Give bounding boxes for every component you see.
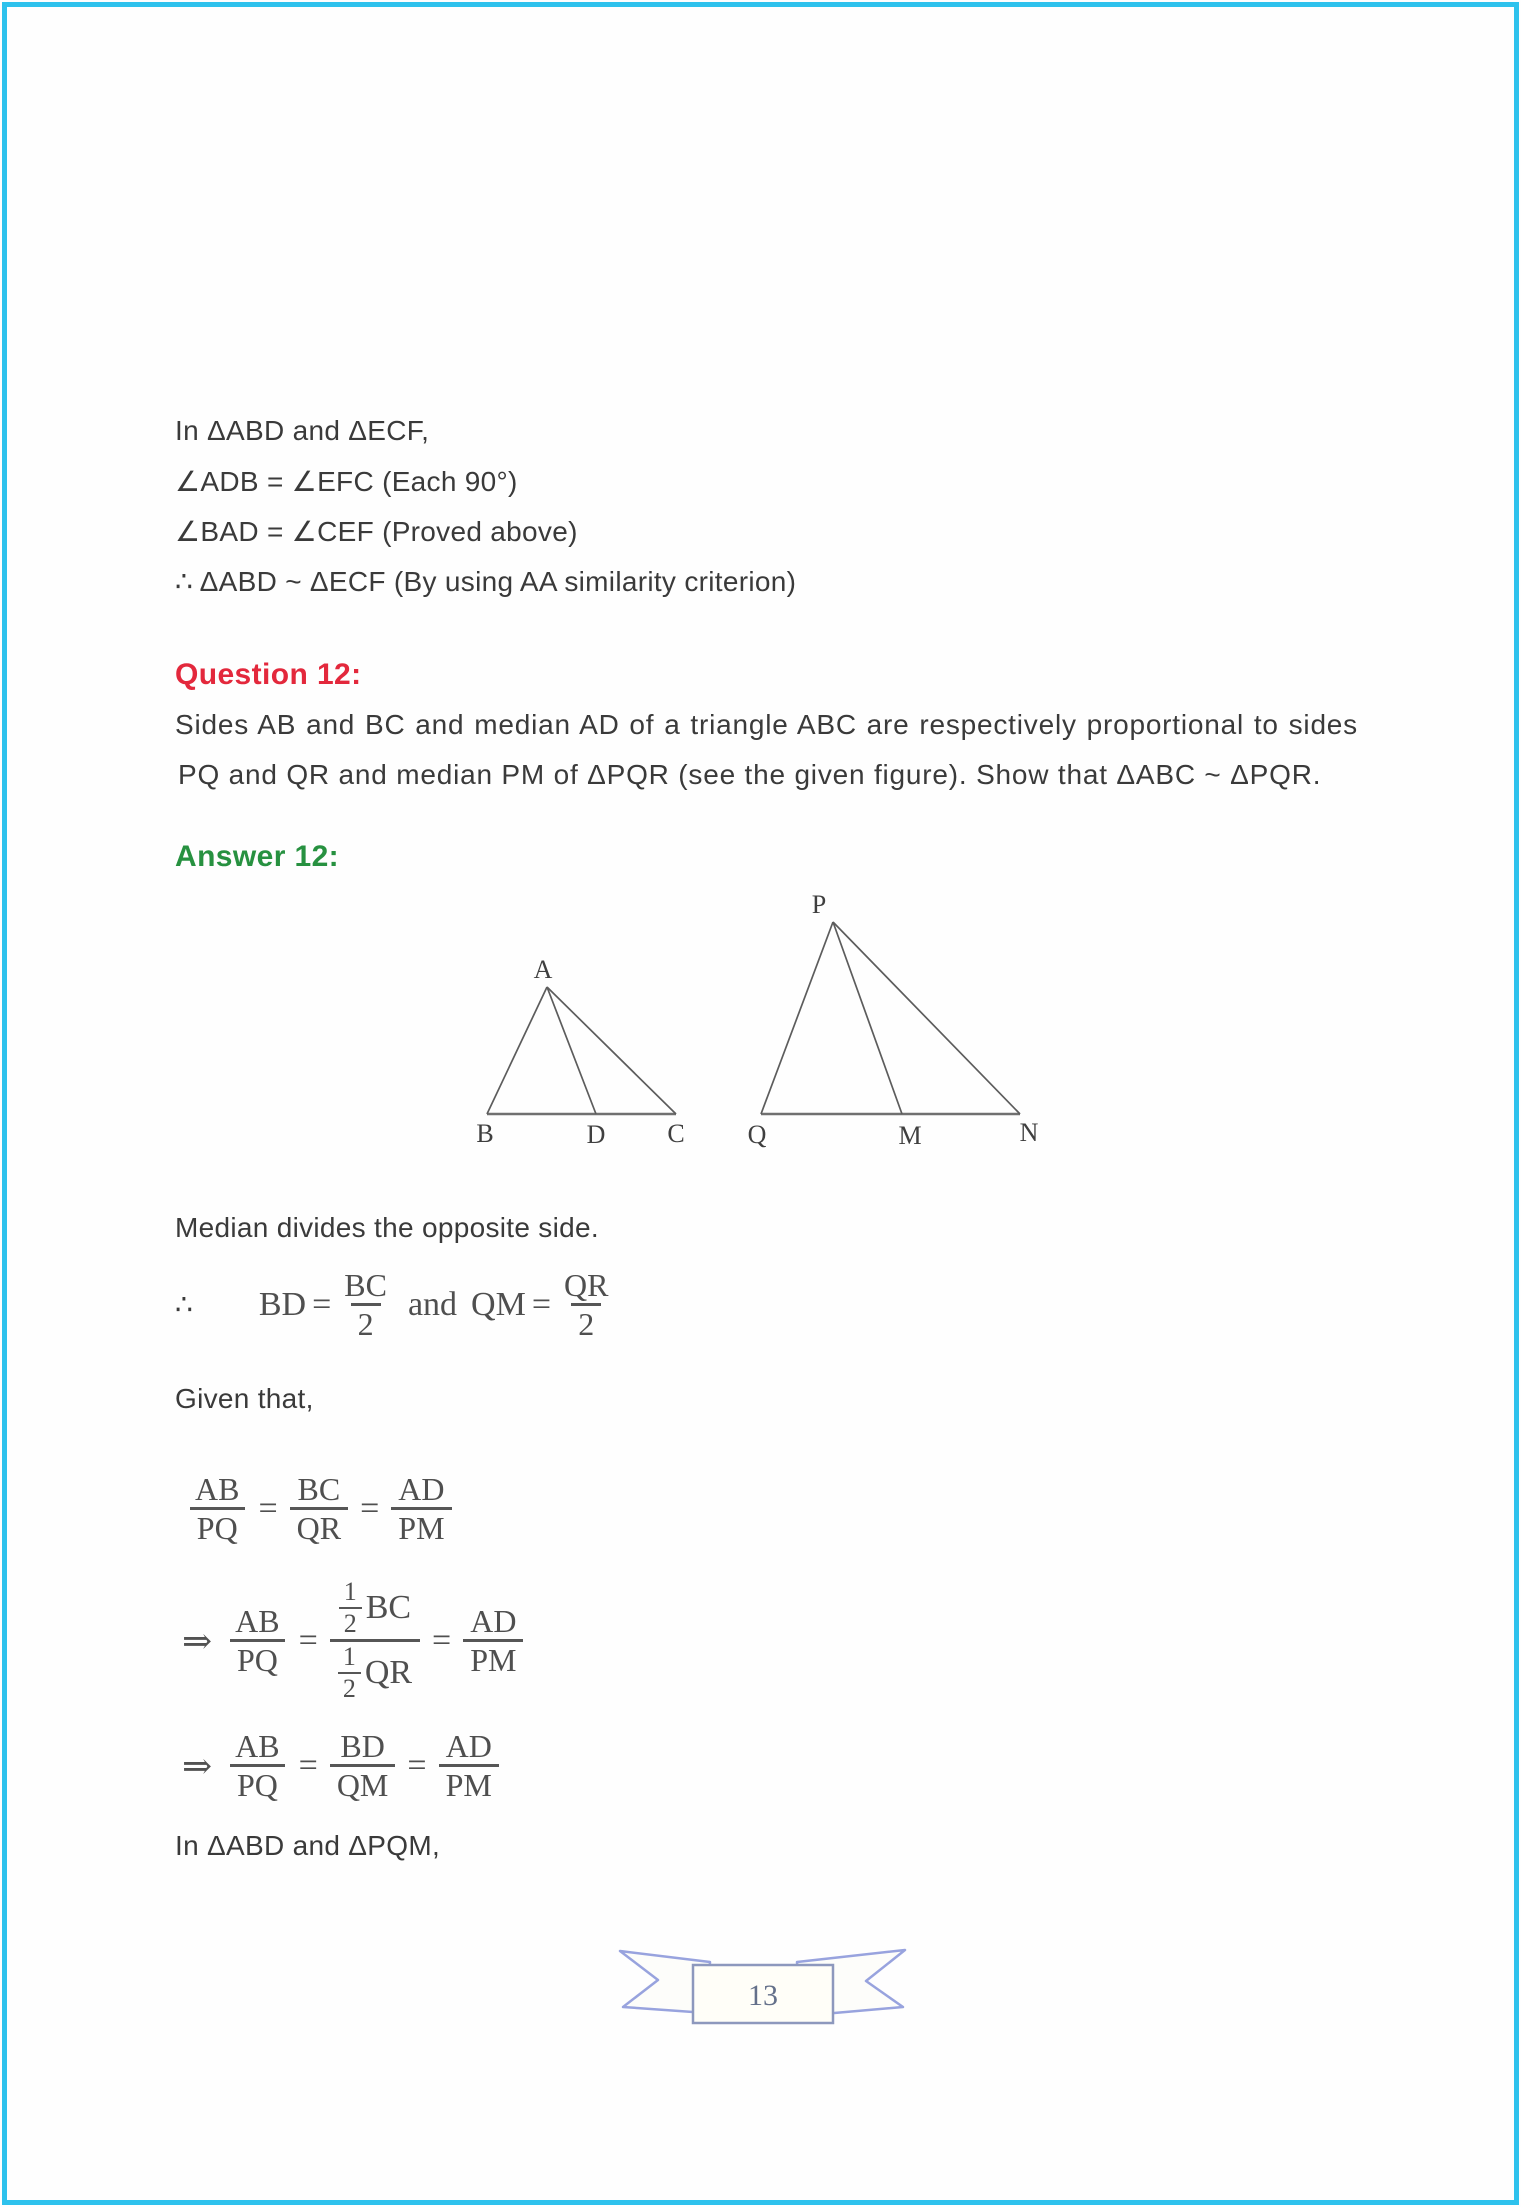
- figure-label-N: N: [1019, 1118, 1039, 1147]
- figure-line-PN: [833, 922, 1020, 1114]
- figure-label-Q: Q: [747, 1120, 767, 1149]
- median-equation: [175, 1267, 615, 1342]
- implies-arrow: ⇒: [182, 1620, 213, 1661]
- question-heading: Question 12:: [175, 658, 362, 691]
- fraction-AD-PM: [439, 1728, 499, 1803]
- given-label: Given that,: [175, 1383, 314, 1414]
- fraction-denominator: PQ: [230, 1639, 285, 1678]
- equals-sign: =: [298, 1621, 318, 1659]
- half-fraction: [338, 1642, 361, 1704]
- figure-line-PQ: [761, 922, 833, 1114]
- and-word: and: [407, 1285, 458, 1323]
- fraction-denominator: 2: [338, 1672, 361, 1704]
- equals-sign: =: [360, 1489, 380, 1527]
- fraction-numerator: AD: [398, 1471, 445, 1507]
- math-term: QM: [471, 1285, 526, 1323]
- fraction-numerator: BC: [297, 1471, 341, 1507]
- fraction-denominator: QR: [290, 1507, 348, 1546]
- figure-line-AD: [547, 987, 596, 1114]
- fraction-AB-PQ: [228, 1603, 286, 1678]
- fraction-denominator: PM: [391, 1507, 451, 1546]
- fraction-BD-QM: [330, 1728, 396, 1803]
- half-fraction: [339, 1577, 362, 1639]
- figure-label-P: P: [811, 890, 827, 919]
- equation-3: [182, 1728, 499, 1803]
- fraction-AB-PQ: [228, 1728, 286, 1803]
- proof-line: In ΔABD and ΔECF,: [175, 415, 430, 446]
- median-note: Median divides the opposite side.: [175, 1212, 599, 1243]
- question-text-line2: PQ and QR and median PM of ΔPQR (see the given figure). Show that ΔABC ~ ΔPQR.: [178, 759, 1322, 790]
- therefore-symbol: ∴: [175, 1288, 193, 1321]
- fraction-numerator: AB: [235, 1728, 280, 1764]
- equals-sign: =: [298, 1746, 318, 1784]
- equation-1: [188, 1471, 452, 1546]
- answer-heading: Answer 12:: [175, 840, 340, 873]
- fraction-numerator: AD: [470, 1603, 517, 1639]
- fraction-denominator: PQ: [190, 1507, 245, 1546]
- closing-line: In ΔABD and ΔPQM,: [175, 1830, 441, 1861]
- question-text-line1: Sides AB and BC and median AD of a triangle ABC are respectively proportional to sides: [175, 709, 1358, 740]
- figure-label-B: B: [476, 1119, 494, 1148]
- fraction-BC-QR: [290, 1471, 348, 1546]
- equation-2: [182, 1577, 523, 1704]
- big-fraction-numerator: [331, 1577, 419, 1639]
- equals-sign: =: [531, 1285, 552, 1323]
- figure-line-PM: [833, 922, 902, 1114]
- figure-line-AB: [487, 987, 547, 1114]
- triangles-figure: [455, 890, 1075, 1158]
- proof-line: ∠BAD = ∠CEF (Proved above): [175, 516, 578, 547]
- fraction-BC-2: [337, 1267, 394, 1342]
- big-fraction-denominator: [330, 1639, 420, 1704]
- figure-label-D: D: [586, 1120, 606, 1149]
- math-term: BD: [258, 1285, 307, 1323]
- math-term: QR: [364, 1654, 413, 1691]
- fraction-QR-2: [557, 1267, 615, 1342]
- fraction-AD-PM: [463, 1603, 523, 1678]
- fraction-numerator: QR: [564, 1267, 609, 1303]
- equals-sign: =: [312, 1285, 332, 1323]
- proof-line: ∴ ΔABD ~ ΔECF (By using AA similarity criterion): [175, 566, 797, 597]
- fraction-AD-PM: [391, 1471, 451, 1546]
- fraction-numerator: 1: [343, 1577, 357, 1606]
- figure-line-AC: [547, 987, 676, 1114]
- math-term: BC: [365, 1589, 412, 1626]
- fraction-denominator: PQ: [230, 1764, 285, 1803]
- fraction-AB-PQ: [188, 1471, 246, 1546]
- fraction-numerator: BC: [344, 1267, 387, 1303]
- fraction-denominator: 2: [351, 1303, 381, 1342]
- equals-sign: =: [407, 1746, 427, 1784]
- page-number: 13: [748, 1979, 778, 2012]
- fraction-numerator: AB: [195, 1471, 240, 1507]
- fraction-denominator: PM: [439, 1764, 499, 1803]
- fraction-denominator: 2: [571, 1303, 601, 1342]
- figure-label-C: C: [667, 1119, 685, 1148]
- equals-sign: =: [258, 1489, 278, 1527]
- fraction-denominator: QM: [330, 1764, 396, 1803]
- figure-label-A: A: [533, 955, 553, 984]
- figure-label-M: M: [898, 1121, 922, 1150]
- fraction-numerator: 1: [342, 1642, 356, 1671]
- fraction-numerator: BD: [340, 1728, 385, 1764]
- page-number-ribbon: [600, 1936, 920, 2036]
- fraction-halfBC-halfQR: [330, 1577, 420, 1704]
- equals-sign: =: [432, 1621, 452, 1659]
- fraction-denominator: 2: [339, 1607, 362, 1639]
- fraction-numerator: AD: [445, 1728, 492, 1764]
- proof-line: ∠ADB = ∠EFC (Each 90°): [175, 466, 518, 497]
- implies-arrow: ⇒: [182, 1745, 213, 1786]
- fraction-denominator: PM: [463, 1639, 523, 1678]
- fraction-numerator: AB: [235, 1603, 280, 1639]
